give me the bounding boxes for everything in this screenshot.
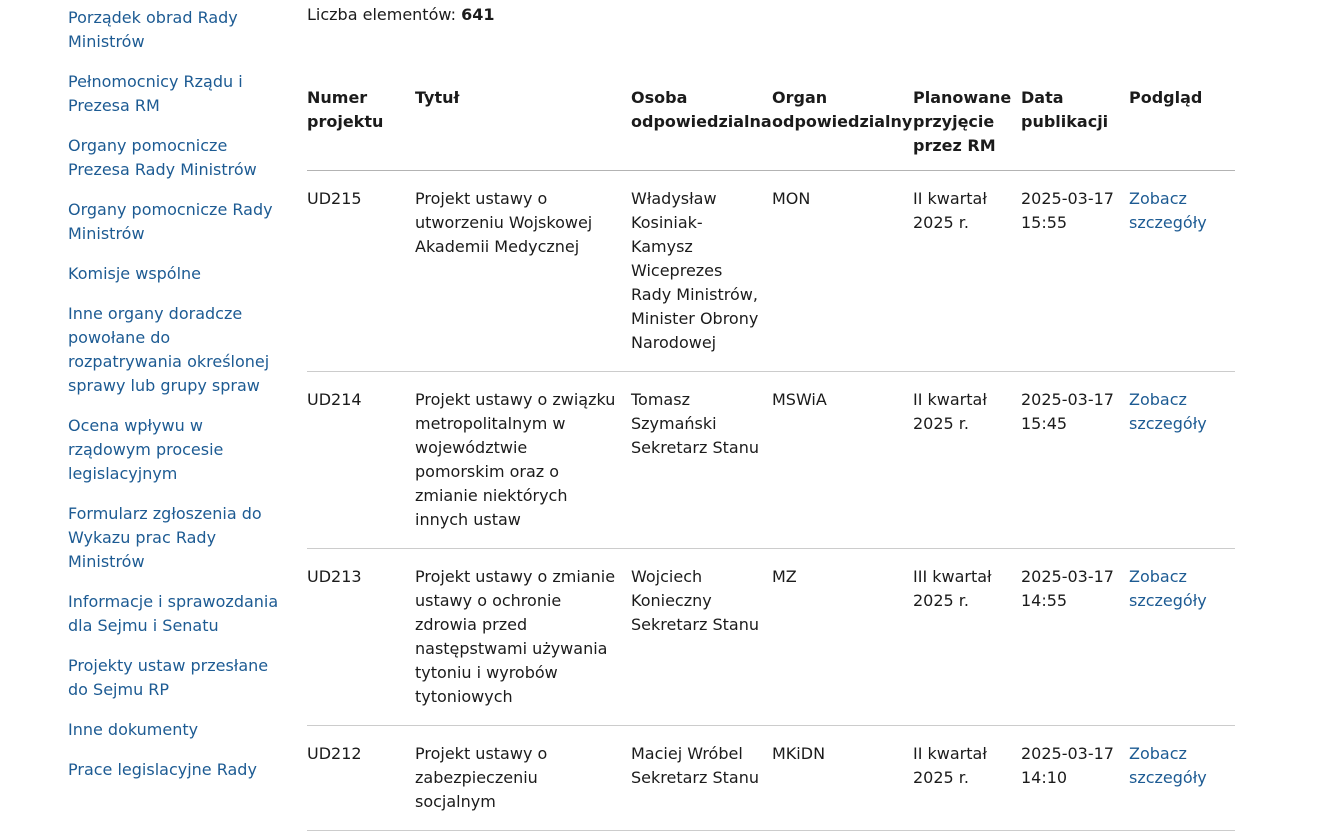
result-count-value: 641 xyxy=(461,5,495,24)
table-row xyxy=(307,726,1235,831)
sidebar-nav xyxy=(68,6,288,798)
column-header-organ: Organ odpowiedzialny xyxy=(772,86,913,171)
cell-preview xyxy=(1129,171,1235,372)
cell-organ: MON xyxy=(772,171,913,372)
cell-planned: III kwartał 2025 r. xyxy=(913,549,1021,726)
sidebar-link-inne-organy[interactable]: Inne organy doradcze powołane do rozpatrywania określonej sprawy lub grupy spraw xyxy=(68,304,270,395)
details-link[interactable]: Zobacz szczegóły xyxy=(1129,567,1207,610)
cell-preview xyxy=(1129,372,1235,549)
sidebar-link-formularz[interactable]: Formularz zgłoszenia do Wykazu prac Rady Ministrów xyxy=(68,504,262,571)
sidebar-item xyxy=(68,414,288,486)
sidebar-link-inne-dokumenty[interactable]: Inne dokumenty xyxy=(68,720,199,739)
cell-number: UD212 xyxy=(307,726,415,831)
cell-preview xyxy=(1129,549,1235,726)
cell-person: Tomasz Szymański Sekretarz Stanu xyxy=(631,372,772,549)
sidebar-item xyxy=(68,590,288,638)
cell-date: 2025-03-17 14:10 xyxy=(1021,726,1129,831)
cell-organ: MZ xyxy=(772,549,913,726)
sidebar-link-komisje[interactable]: Komisje wspólne xyxy=(68,264,202,283)
cell-person: Wojciech Konieczny Sekretarz Stanu xyxy=(631,549,772,726)
details-link[interactable]: Zobacz szczegóły xyxy=(1129,390,1207,433)
sidebar-item xyxy=(68,6,288,54)
sidebar-link-prace-legislacyjne[interactable]: Prace legislacyjne Rady xyxy=(68,760,257,779)
sidebar-link-pelnomocnicy[interactable]: Pełnomocnicy Rządu i Prezesa RM xyxy=(68,72,243,115)
sidebar-item xyxy=(68,302,288,398)
projects-table xyxy=(307,86,1235,831)
sidebar-link-ocena-wplywu[interactable]: Ocena wpływu w rządowym procesie legislacyjnym xyxy=(68,416,224,483)
result-count xyxy=(307,3,494,27)
cell-title: Projekt ustawy o zmianie ustawy o ochronie zdrowia przed następstwami używania tytoniu i wyrobów tytoniowych xyxy=(415,549,631,726)
table-row xyxy=(307,372,1235,549)
cell-organ: MSWiA xyxy=(772,372,913,549)
sidebar-link-organy-prezesa[interactable]: Organy pomocnicze Prezesa Rady Ministrów xyxy=(68,136,257,179)
cell-preview xyxy=(1129,726,1235,831)
column-header-number: Numer projektu xyxy=(307,86,415,171)
sidebar-item xyxy=(68,502,288,574)
sidebar-link-organy-rady[interactable]: Organy pomocnicze Rady Ministrów xyxy=(68,200,273,243)
sidebar-item xyxy=(68,654,288,702)
cell-date: 2025-03-17 14:55 xyxy=(1021,549,1129,726)
cell-number: UD214 xyxy=(307,372,415,549)
sidebar-item xyxy=(68,198,288,246)
sidebar-item xyxy=(68,758,288,782)
column-header-person: Osoba odpowiedzialna xyxy=(631,86,772,171)
sidebar-item xyxy=(68,262,288,286)
cell-person: Maciej Wróbel Sekretarz Stanu xyxy=(631,726,772,831)
cell-title: Projekt ustawy o zabezpieczeniu socjalnym xyxy=(415,726,631,831)
cell-title: Projekt ustawy o utworzeniu Wojskowej Akademii Medycznej xyxy=(415,171,631,372)
column-header-title: Tytuł xyxy=(415,86,631,171)
result-count-label: Liczba elementów: xyxy=(307,5,456,24)
table-row xyxy=(307,171,1235,372)
column-header-planned: Planowane przyjęcie przez RM xyxy=(913,86,1021,171)
cell-number: UD215 xyxy=(307,171,415,372)
cell-date: 2025-03-17 15:55 xyxy=(1021,171,1129,372)
sidebar-item xyxy=(68,718,288,742)
cell-organ: MKiDN xyxy=(772,726,913,831)
cell-person: Władysław Kosiniak-Kamysz Wiceprezes Rady Ministrów, Minister Obrony Narodowej xyxy=(631,171,772,372)
column-header-date: Data publikacji xyxy=(1021,86,1129,171)
sidebar-link-projekty-ustaw[interactable]: Projekty ustaw przesłane do Sejmu RP xyxy=(68,656,269,699)
sidebar-link-porzadek-obrad[interactable]: Porządek obrad Rady Ministrów xyxy=(68,8,238,51)
sidebar-item xyxy=(68,134,288,182)
column-header-preview: Podgląd xyxy=(1129,86,1235,171)
table-row xyxy=(307,549,1235,726)
cell-planned: II kwartał 2025 r. xyxy=(913,171,1021,372)
cell-title: Projekt ustawy o związku metropolitalnym w województwie pomorskim oraz o zmianie niektórych innych ustaw xyxy=(415,372,631,549)
table-header-row xyxy=(307,86,1235,171)
details-link[interactable]: Zobacz szczegóły xyxy=(1129,189,1207,232)
details-link[interactable]: Zobacz szczegóły xyxy=(1129,744,1207,787)
cell-planned: II kwartał 2025 r. xyxy=(913,726,1021,831)
cell-planned: II kwartał 2025 r. xyxy=(913,372,1021,549)
sidebar-link-informacje[interactable]: Informacje i sprawozdania dla Sejmu i Senatu xyxy=(68,592,279,635)
sidebar-item xyxy=(68,70,288,118)
cell-number: UD213 xyxy=(307,549,415,726)
cell-date: 2025-03-17 15:45 xyxy=(1021,372,1129,549)
